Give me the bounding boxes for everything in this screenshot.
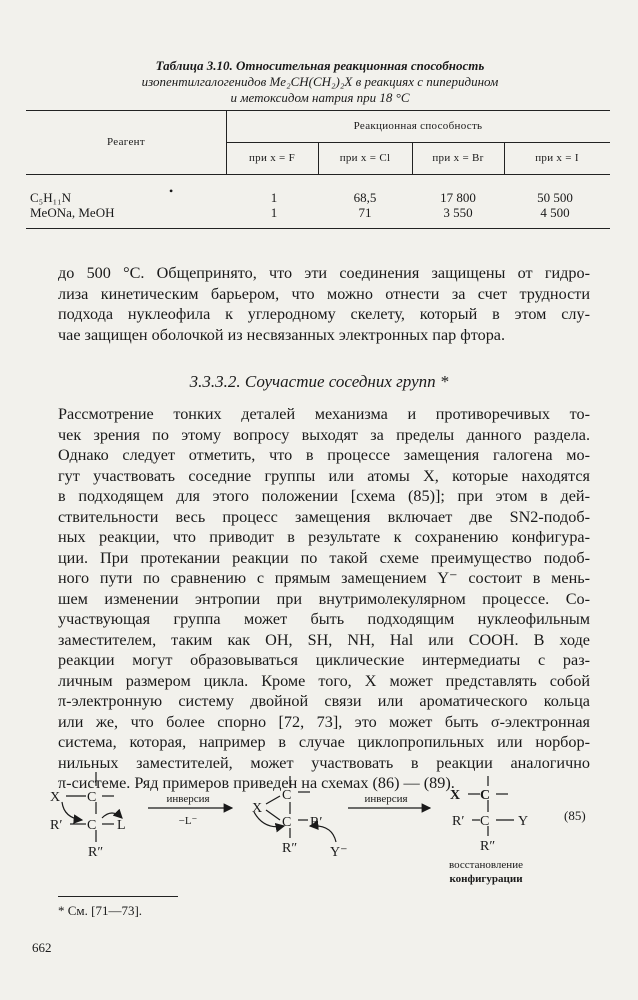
paragraph-2-line: система, которая, например в случае циклопропильных или норбор- xyxy=(58,733,590,751)
atom-c: C xyxy=(282,815,292,830)
paragraph-2-line: ствительности весь процесс замещения включает две SN2-подоб- xyxy=(58,507,590,526)
caption-line-3: и метоксидом натрия при 18 °C xyxy=(230,90,410,105)
footnote-rule xyxy=(58,896,178,897)
col-header-i: при x = I xyxy=(535,152,579,164)
atom-x: X xyxy=(50,790,61,805)
row-2-cl: 71 xyxy=(358,205,372,220)
col-header-br: при x = Br xyxy=(432,152,484,164)
reactivity-table xyxy=(26,110,610,220)
paragraph-1-line: подхода нуклеофила к углеродному скелету, который в этом слу- xyxy=(58,305,590,323)
atom-c: C xyxy=(87,818,97,833)
product-structure xyxy=(468,776,514,836)
paragraph-2-line: или же, что более спорно [72, 73], это может быть σ-электронная xyxy=(58,712,590,731)
atom-rpp: R″ xyxy=(88,845,104,860)
footnote: * См. [71—73]. xyxy=(58,903,143,918)
paragraph-2-line: π-электронную систему двойной связи или ароматического кольца xyxy=(58,692,590,710)
row-2-f: 1 xyxy=(270,205,278,220)
paragraph-2-line: ных реакции, что приводит в результате к сохранению конфигура- xyxy=(58,528,590,546)
paragraph-1-line: чае защищен оболочкой из несвязанных электронных пар фтора. xyxy=(58,325,506,344)
atom-c: C xyxy=(87,790,97,805)
table-header-rule xyxy=(26,174,610,175)
row-2-reagent: MeONa, MeOH xyxy=(30,205,115,220)
atom-x: X xyxy=(252,801,263,816)
paragraph-2-line: шем изменении энтропии при внутримолекулярном процессе. Со- xyxy=(58,589,590,608)
table-subheader-rule xyxy=(226,142,610,143)
caption-line-2: изопентилгалогенидов Me₂CH(CH₂)₂X в реакциях с пиперидином xyxy=(141,74,499,89)
atom-x: X xyxy=(450,788,461,803)
atom-c: C xyxy=(480,788,491,803)
paragraph-2-line: участвующая группа может быть подходящим нуклеофильным xyxy=(58,610,590,628)
row-1-reagent: C₅H₁₁N xyxy=(30,190,72,205)
paragraph-2-line: Однако следует отметить, что в процессе замещения галогена мо- xyxy=(58,446,590,464)
page-number: 662 xyxy=(32,940,52,955)
arrow-2-label-top: инверсия xyxy=(364,793,408,805)
atom-rpp: R″ xyxy=(282,841,298,856)
paragraph-1 xyxy=(58,263,590,345)
atom-y: Y xyxy=(518,814,529,829)
group-header: Реакционная способность xyxy=(353,120,483,132)
atom-yminus: Y⁻ xyxy=(330,845,348,860)
paragraph-1-line: до 500 °C. Общепринято, что эти соединения защищены от гидро- xyxy=(58,264,590,282)
paragraph-2 xyxy=(58,404,590,794)
row-1-cl: 68,5 xyxy=(353,190,377,205)
paragraph-2-line: Рассмотрение тонких деталей механизма и противоречивых то- xyxy=(58,405,590,423)
table-caption xyxy=(60,58,580,106)
paragraph-2-line: реакции могут образовываться циклические интермедиаты с раз- xyxy=(58,651,590,669)
row-1-f: 1 xyxy=(270,190,278,205)
arrow-1-label-bottom: −L⁻ xyxy=(178,815,198,827)
scheme-number: (85) xyxy=(564,808,586,823)
row-2-br: 3 550 xyxy=(443,205,473,220)
col-header-f: при x = F xyxy=(248,152,296,164)
paragraph-2-line: заместителем, таким как OH, SH, NH, Hal или COOH. В ходе xyxy=(58,630,590,649)
arrow-1-label-top: инверсия xyxy=(166,793,210,805)
result-label-line-1: восстановление xyxy=(449,859,523,871)
atom-rp: R′ xyxy=(50,818,63,833)
paragraph-2-line: личным размером цикла. Кроме того, X может представлять собой xyxy=(58,671,590,690)
paragraph-1-line: лиза кинетическим барьером, что можно отнести за счет трудности xyxy=(58,284,590,303)
stray-mark: • xyxy=(169,184,174,198)
caption-line-1: Таблица 3.10. Относительная реакционная способность xyxy=(155,58,485,73)
reaction-scheme-85 xyxy=(40,772,600,892)
atom-rp: R′ xyxy=(452,814,465,829)
atom-c: C xyxy=(480,814,490,829)
table-bottom-rule xyxy=(26,228,610,229)
paragraph-2-line: π-системе. Ряд примеров приведен на схемах (86) — (89). xyxy=(58,774,455,792)
atom-rpp: R″ xyxy=(480,839,496,854)
paragraph-2-line: чек зрения по этому вопросу выходят за пределы данного раздела. xyxy=(58,425,590,444)
paragraph-2-line: нильных заместителей, может участвовать в реакции аналогично xyxy=(58,753,590,772)
paragraph-2-line: ции. При протекании реакции по такой схеме преимущество подоб- xyxy=(58,548,590,567)
row-1-i: 50 500 xyxy=(537,190,573,205)
atom-l: L xyxy=(117,818,126,833)
reagent-header: Реагент xyxy=(107,136,145,148)
result-label-line-2: конфигурации xyxy=(449,873,523,885)
row-2-i: 4 500 xyxy=(540,205,570,220)
row-1-br: 17 800 xyxy=(440,190,476,205)
intermediate-structure xyxy=(254,776,336,842)
paragraph-2-line: ного пути по сравнению с прямым замещением Y⁻ состоит в мень- xyxy=(58,569,590,587)
paragraph-2-line: в подходящем для этого положении [схема (85)]; при этом в дей- xyxy=(58,487,590,505)
atom-rp: R′ xyxy=(310,815,323,830)
section-title: 3.3.3.2. Соучастие соседних групп * xyxy=(189,372,449,391)
col-header-cl: при x = Cl xyxy=(339,152,391,164)
table-top-rule xyxy=(26,110,610,111)
atom-c: C xyxy=(282,788,292,803)
paragraph-2-line: гут участвовать соседние группы или атомы X, которые находятся xyxy=(58,466,590,485)
